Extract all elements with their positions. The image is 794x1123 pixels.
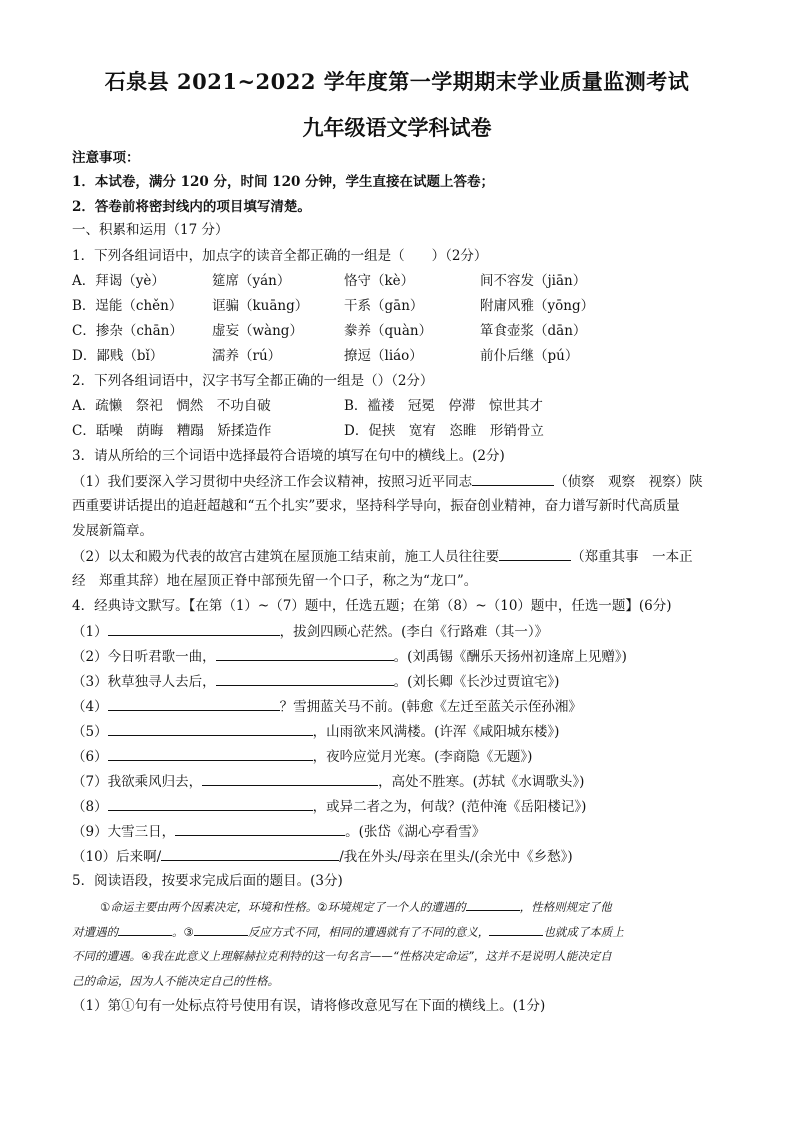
- q2-option-d: D．促挟 宽宥 恣睢 形销骨立: [344, 423, 544, 439]
- q1-d-4: 前仆后继（pú）: [480, 348, 579, 364]
- q5-passage-line-1: [100, 896, 612, 917]
- q1-option-row: [72, 346, 578, 366]
- q4-source-1: ，拔剑四顾心茫然。(李白《行路难（其一）》: [279, 624, 549, 640]
- q4-label-6: （6）: [72, 749, 108, 765]
- q4-label-1: （1）: [72, 624, 108, 640]
- q4-line-6: [72, 746, 532, 767]
- q4-label-3: （3）秋草独寻人去后，: [72, 674, 216, 690]
- q3-blank-2[interactable]: [499, 546, 571, 561]
- q1-b-4: 附庸风雅（yōng）: [480, 298, 595, 314]
- q5-passage-text: ①命运主要由两个因素决定，环境和性格。②环境规定了一个人的遭遇的: [100, 900, 466, 914]
- q5-passage-text: 反应方式不同，相同的遭遇就有了不同的意义，: [247, 925, 490, 939]
- q4-source-3: 。(刘长卿《长沙过贾谊宅》): [393, 674, 560, 690]
- q1-d-1: D．鄙贱（bǐ）: [72, 348, 164, 364]
- q3-blank-1[interactable]: [472, 471, 554, 486]
- q1-c-2: 虚妄（wàng）: [212, 323, 303, 339]
- q3-part2-options: （郑重其事 一本正: [571, 549, 693, 565]
- q4-line-10: [72, 846, 573, 867]
- q2-option-b: B．褴褛 冠冕 停滞 惊世其才: [344, 398, 543, 414]
- q4-blank-2[interactable]: [216, 646, 394, 661]
- q5-passage-line-3: 不同的遭遇。④我在此意义上理解赫拉克利特的这一句名言——“性格决定命运”，这并不是说明人能决定自: [72, 949, 612, 963]
- q4-source-9: 。(张岱《湖心亭看雪》: [345, 824, 486, 840]
- q4-source-10: /我在外头/母亲在里头/(余光中《乡愁》): [339, 849, 573, 865]
- q4-blank-4[interactable]: [108, 696, 280, 711]
- q4-line-4: [72, 696, 582, 717]
- q1-d-2: 濡养（rú）: [212, 348, 282, 364]
- q5-passage-line-4: 己的命运，因为人不能决定自己的性格。: [72, 974, 279, 988]
- q3-part2-line2: 经 郑重其辞）地在屋顶正脊中部预先留一个口子，称之为“龙口”。: [72, 573, 478, 589]
- q1-a-4: 间不容发（jiān）: [480, 273, 587, 289]
- q5-passage-text: 。③: [172, 925, 194, 939]
- q1-a-2: 筵席（yán）: [212, 273, 291, 289]
- q1-b-3: 干系（gān）: [344, 298, 424, 314]
- q1-a-1: A．拜谒（yè）: [72, 273, 165, 289]
- q1-b-1: B．逞能（chěn）: [72, 298, 183, 314]
- q1-a-3: 恪守（kè）: [344, 273, 415, 289]
- q3-part1-options: （侦察 观察 视察）陕: [554, 474, 703, 490]
- q2-option-a: A．疏懒 祭祀 惆然 不功自破: [72, 398, 271, 414]
- q4-blank-1[interactable]: [108, 621, 280, 636]
- q5-blank-3[interactable]: [194, 921, 248, 936]
- q4-blank-6[interactable]: [108, 746, 313, 761]
- q1-option-row: [72, 296, 594, 316]
- q4-line-2: [72, 646, 627, 667]
- q2-stem: 2．下列各组词语中，汉字书写全都正确的一组是（）（2分）: [72, 373, 434, 389]
- q4-source-5: ，山雨欲来风满楼。(许浑《咸阳城东楼》): [312, 724, 560, 740]
- q4-source-6: ，夜吟应觉月光寒。(李商隐《无题》): [312, 749, 533, 765]
- q4-line-1: [72, 621, 548, 642]
- q3-part1-line2: 西重要讲话提出的追赶超越和“五个扎实”要求，坚持科学导向，振奋创业精神，奋力谱写新时代高质量: [72, 498, 680, 514]
- q5-stem: 5．阅读语段，按要求完成后面的题目。(3分): [72, 873, 343, 889]
- q3-part1-line1: [72, 471, 703, 492]
- q4-source-2: 。(刘禹锡《酬乐天扬州初逢席上见赠》): [393, 649, 627, 665]
- q5-passage-line-2: [72, 921, 624, 942]
- q1-c-3: 豢养（quàn）: [344, 323, 433, 339]
- q1-option-row: [72, 271, 586, 291]
- q4-label-10: （10）后来啊/: [72, 849, 162, 865]
- q4-blank-3[interactable]: [216, 671, 394, 686]
- q4-label-4: （4）: [72, 699, 108, 715]
- notice-item-1: 1．本试卷，满分 120 分，时间 120 分钟，学生直接在试题上答卷；: [72, 174, 495, 190]
- q4-label-9: （9）大雪三日，: [72, 824, 176, 840]
- q4-line-3: [72, 671, 559, 692]
- q1-option-row: [72, 321, 586, 341]
- q5-blank-2[interactable]: [118, 921, 172, 936]
- q4-source-8: ，或异二者之为，何哉？(范仲淹《岳阳楼记》): [312, 799, 587, 815]
- q1-c-1: C．掺杂（chān）: [72, 323, 183, 339]
- q4-source-4: ？雪拥蓝关马不前。(韩愈《左迁至蓝关示侄孙湘》: [279, 699, 582, 715]
- q2-options-ab: [72, 396, 543, 416]
- exam-subtitle: 九年级语文学科试卷: [302, 115, 492, 140]
- q4-line-9: [72, 821, 485, 842]
- q4-label-7: （7）我欲乘风归去，: [72, 774, 203, 790]
- notice-heading: 注意事项：: [72, 150, 140, 166]
- q4-line-7: [72, 771, 584, 792]
- q5-blank-1[interactable]: [466, 896, 520, 911]
- q4-blank-10[interactable]: [161, 846, 339, 861]
- q1-stem: 1．下列各组词语中，加点字的读音全都正确的一组是（ ）（2分）: [72, 248, 488, 264]
- q4-label-2: （2）今日听君歌一曲，: [72, 649, 216, 665]
- q3-part1-text: （1）我们要深入学习贯彻中央经济工作会议精神，按照习近平同志: [72, 474, 473, 490]
- q4-line-8: [72, 796, 586, 817]
- q1-c-4: 箪食壶浆（dān）: [480, 323, 587, 339]
- section-heading: 一、积累和运用（17 分）: [72, 222, 229, 238]
- q5-passage-text: 对遭遇的: [72, 925, 118, 939]
- q4-blank-8[interactable]: [108, 796, 313, 811]
- q3-stem: 3．请从所给的三个词语中选择最符合语境的填写在句中的横线上。(2分): [72, 448, 505, 464]
- q4-blank-9[interactable]: [175, 821, 345, 836]
- q5-sub-question-1: （1）第①句有一处标点符号使用有误，请将修改意见写在下面的横线上。(1分): [72, 998, 546, 1014]
- q4-label-5: （5）: [72, 724, 108, 740]
- q1-b-2: 诓骗（kuāng）: [212, 298, 309, 314]
- q3-part2-text: （2）以太和殿为代表的故宫古建筑在屋顶施工结束前，施工人员往往要: [72, 549, 500, 565]
- q4-blank-7[interactable]: [202, 771, 378, 786]
- q3-part1-line3: 发展新篇章。: [72, 523, 153, 539]
- q4-source-7: ，高处不胜寒。(苏轼《水调歌头》): [378, 774, 585, 790]
- q3-part2-line1: [72, 546, 693, 567]
- q5-passage-text: ，性格则规定了他: [519, 900, 612, 914]
- q4-label-8: （8）: [72, 799, 108, 815]
- notice-item-2: 2．答卷前将密封线内的项目填写清楚。: [72, 199, 311, 215]
- q4-line-5: [72, 721, 559, 742]
- q2-option-c: C．聒噪 荫晦 糟蹋 矫揉造作: [72, 423, 272, 439]
- q5-passage-text: 也就成了本质上: [543, 925, 624, 939]
- q4-stem: 4．经典诗文默写。【在第（1）~（7）题中，任选五题；在第（8）~（10）题中，任选一题】(6分): [72, 598, 672, 614]
- q1-d-3: 撩逗（liáo）: [344, 348, 423, 364]
- q2-options-cd: [72, 421, 544, 441]
- exam-title: 石泉县 2021~2022 学年度第一学期期末学业质量监测考试: [104, 69, 690, 94]
- q4-blank-5[interactable]: [108, 721, 313, 736]
- q5-blank-4[interactable]: [489, 921, 543, 936]
